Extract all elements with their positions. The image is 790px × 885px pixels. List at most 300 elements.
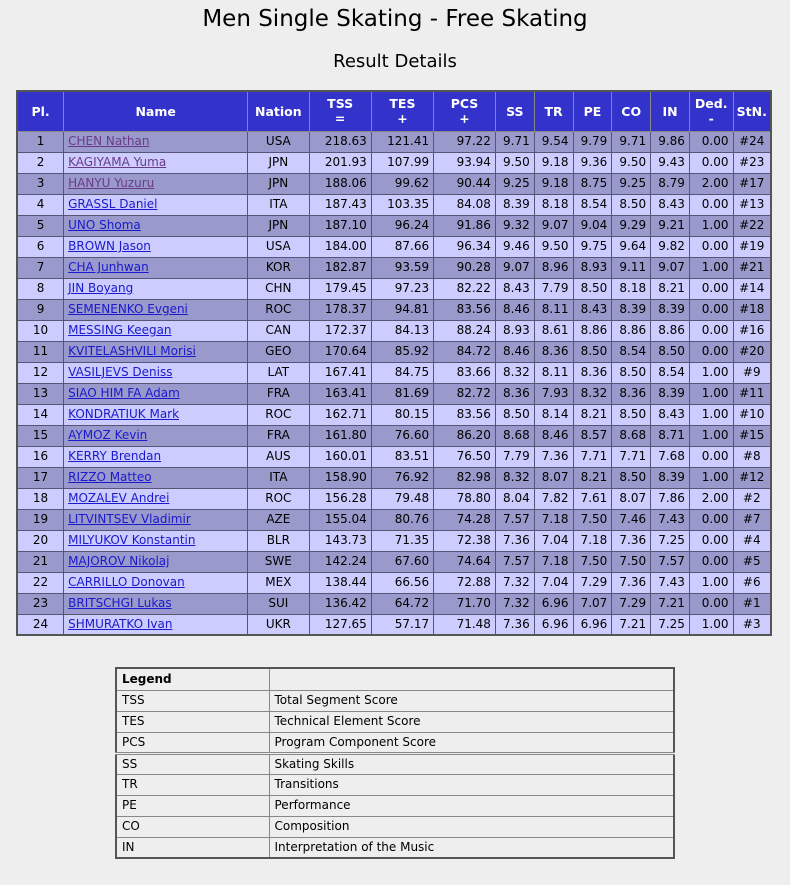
tss-cell: 156.28 [309, 488, 371, 509]
name-cell [64, 614, 248, 635]
ded-cell: 1.00 [689, 404, 733, 425]
pcs-cell: 90.28 [434, 257, 496, 278]
tss-cell: 162.71 [309, 404, 371, 425]
legend-abbr: PE [116, 795, 269, 816]
in-cell: 8.54 [651, 362, 690, 383]
place-cell: 22 [17, 572, 64, 593]
results-header-row [17, 91, 771, 131]
tes-cell: 85.92 [371, 341, 433, 362]
pe-cell: 7.61 [573, 488, 612, 509]
table-row [17, 152, 771, 173]
pe-cell: 9.75 [573, 236, 612, 257]
pcs-cell: 90.44 [434, 173, 496, 194]
ss-cell: 8.39 [495, 194, 534, 215]
pcs-cell: 91.86 [434, 215, 496, 236]
stn-cell: #11 [733, 383, 771, 404]
name-cell [64, 446, 248, 467]
place-cell: 21 [17, 551, 64, 572]
skater-link[interactable]: MESSING Keegan [68, 323, 172, 337]
table-row [17, 572, 771, 593]
tss-cell: 138.44 [309, 572, 371, 593]
tss-cell: 160.01 [309, 446, 371, 467]
co-cell: 9.11 [612, 257, 651, 278]
table-row [17, 509, 771, 530]
name-cell [64, 404, 248, 425]
ded-cell: 0.00 [689, 152, 733, 173]
ss-cell: 9.07 [495, 257, 534, 278]
skater-link[interactable]: MILYUKOV Konstantin [68, 533, 196, 547]
in-cell: 7.21 [651, 593, 690, 614]
ded-cell: 2.00 [689, 173, 733, 194]
nation-cell: UKR [248, 614, 309, 635]
table-row [17, 551, 771, 572]
pcs-cell: 84.72 [434, 341, 496, 362]
name-cell [64, 383, 248, 404]
in-cell: 7.43 [651, 572, 690, 593]
in-cell: 8.43 [651, 194, 690, 215]
tr-cell: 7.18 [534, 509, 573, 530]
page-subtitle: Result Details [333, 51, 457, 72]
tss-cell: 187.10 [309, 215, 371, 236]
ded-cell: 1.00 [689, 215, 733, 236]
co-cell: 8.39 [612, 299, 651, 320]
ss-cell: 8.43 [495, 278, 534, 299]
stn-cell: #15 [733, 425, 771, 446]
name-cell [64, 425, 248, 446]
place-cell: 10 [17, 320, 64, 341]
skater-link[interactable]: CHEN Nathan [68, 134, 150, 148]
stn-cell: #14 [733, 278, 771, 299]
co-cell: 8.50 [612, 194, 651, 215]
skater-link[interactable]: GRASSL Daniel [68, 197, 158, 211]
tr-cell: 6.96 [534, 593, 573, 614]
ss-cell: 8.50 [495, 404, 534, 425]
in-cell: 8.79 [651, 173, 690, 194]
tss-cell: 172.37 [309, 320, 371, 341]
tes-cell: 76.60 [371, 425, 433, 446]
ss-cell: 9.50 [495, 152, 534, 173]
skater-link[interactable]: BROWN Jason [68, 239, 151, 253]
pcs-cell: 74.64 [434, 551, 496, 572]
tr-cell: 8.18 [534, 194, 573, 215]
tr-cell: 8.61 [534, 320, 573, 341]
tss-cell: 182.87 [309, 257, 371, 278]
tes-cell: 83.51 [371, 446, 433, 467]
tss-cell: 170.64 [309, 341, 371, 362]
tes-cell: 71.35 [371, 530, 433, 551]
place-cell: 24 [17, 614, 64, 635]
skater-link[interactable]: SIAO HIM FA Adam [68, 386, 180, 400]
in-cell: 7.43 [651, 509, 690, 530]
tr-cell: 9.54 [534, 131, 573, 152]
in-cell: 8.39 [651, 467, 690, 488]
in-cell: 8.71 [651, 425, 690, 446]
pcs-cell: 82.98 [434, 467, 496, 488]
ss-cell: 7.36 [495, 530, 534, 551]
nation-cell: CHN [248, 278, 309, 299]
skater-link[interactable]: MAJOROV Nikolaj [68, 554, 170, 568]
co-cell: 7.36 [612, 530, 651, 551]
pcs-cell: 76.50 [434, 446, 496, 467]
name-cell [64, 215, 248, 236]
nation-cell: ITA [248, 194, 309, 215]
legend-abbr: TSS [116, 690, 269, 711]
name-cell [64, 173, 248, 194]
stn-cell: #22 [733, 215, 771, 236]
co-cell: 9.71 [612, 131, 651, 152]
table-row [17, 341, 771, 362]
nation-cell: KOR [248, 257, 309, 278]
ded-cell: 0.00 [689, 341, 733, 362]
ss-cell: 9.71 [495, 131, 534, 152]
pcs-cell: 97.22 [434, 131, 496, 152]
col-header-tss: TSS = [309, 91, 371, 131]
tr-cell: 8.36 [534, 341, 573, 362]
tes-cell: 76.92 [371, 467, 433, 488]
co-cell: 7.29 [612, 593, 651, 614]
name-cell [64, 131, 248, 152]
co-cell: 9.50 [612, 152, 651, 173]
legend-table [115, 667, 675, 859]
tes-cell: 57.17 [371, 614, 433, 635]
tes-cell: 84.75 [371, 362, 433, 383]
co-cell: 8.54 [612, 341, 651, 362]
in-cell: 8.39 [651, 299, 690, 320]
in-cell: 9.82 [651, 236, 690, 257]
col-header-name: Name [64, 91, 248, 131]
pe-cell: 7.50 [573, 551, 612, 572]
tes-cell: 80.76 [371, 509, 433, 530]
stn-cell: #8 [733, 446, 771, 467]
place-cell: 7 [17, 257, 64, 278]
co-cell: 7.21 [612, 614, 651, 635]
table-row [17, 320, 771, 341]
pcs-cell: 83.56 [434, 404, 496, 425]
pe-cell: 8.50 [573, 278, 612, 299]
stn-cell: #24 [733, 131, 771, 152]
table-row [17, 299, 771, 320]
tr-cell: 9.18 [534, 173, 573, 194]
ded-cell: 0.00 [689, 278, 733, 299]
skater-link[interactable]: MOZALEV Andrei [68, 491, 170, 505]
in-cell: 9.43 [651, 152, 690, 173]
legend-header-row [116, 668, 674, 690]
legend-row [116, 711, 674, 732]
tr-cell: 7.82 [534, 488, 573, 509]
name-cell [64, 572, 248, 593]
co-cell: 7.46 [612, 509, 651, 530]
co-cell: 7.71 [612, 446, 651, 467]
pcs-cell: 86.20 [434, 425, 496, 446]
name-cell [64, 299, 248, 320]
pe-cell: 6.96 [573, 614, 612, 635]
pcs-cell: 83.66 [434, 362, 496, 383]
co-cell: 8.50 [612, 362, 651, 383]
tss-cell: 161.80 [309, 425, 371, 446]
pcs-cell: 78.80 [434, 488, 496, 509]
nation-cell: MEX [248, 572, 309, 593]
skater-link[interactable]: AYMOZ Kevin [68, 428, 148, 442]
stn-cell: #10 [733, 404, 771, 425]
nation-cell: AZE [248, 509, 309, 530]
tes-cell: 67.60 [371, 551, 433, 572]
stn-cell: #18 [733, 299, 771, 320]
pcs-cell: 88.24 [434, 320, 496, 341]
stn-cell: #17 [733, 173, 771, 194]
pcs-cell: 93.94 [434, 152, 496, 173]
ded-cell: 0.00 [689, 446, 733, 467]
tr-cell: 8.14 [534, 404, 573, 425]
skater-link[interactable]: BRITSCHGI Lukas [68, 596, 172, 610]
ss-cell: 7.36 [495, 614, 534, 635]
legend-header-empty [269, 668, 674, 690]
in-cell: 9.21 [651, 215, 690, 236]
tss-cell: 163.41 [309, 383, 371, 404]
tss-cell: 184.00 [309, 236, 371, 257]
name-cell [64, 467, 248, 488]
ss-cell: 8.32 [495, 362, 534, 383]
skater-link[interactable]: CHA Junhwan [68, 260, 149, 274]
nation-cell: JPN [248, 215, 309, 236]
ss-cell: 8.93 [495, 320, 534, 341]
nation-cell: ROC [248, 488, 309, 509]
ded-cell: 0.00 [689, 131, 733, 152]
co-cell: 8.50 [612, 467, 651, 488]
co-cell: 8.86 [612, 320, 651, 341]
col-header-pe: PE [573, 91, 612, 131]
tes-cell: 107.99 [371, 152, 433, 173]
co-cell: 8.50 [612, 404, 651, 425]
results-table [16, 90, 772, 636]
pcs-cell: 72.88 [434, 572, 496, 593]
tss-cell: 142.24 [309, 551, 371, 572]
legend-abbr: TR [116, 774, 269, 795]
skater-link[interactable]: KONDRATIUK Mark [68, 407, 180, 421]
pe-cell: 8.86 [573, 320, 612, 341]
ss-cell: 8.32 [495, 467, 534, 488]
col-header-stn: StN. [733, 91, 771, 131]
pe-cell: 7.29 [573, 572, 612, 593]
table-row [17, 425, 771, 446]
pe-cell: 8.36 [573, 362, 612, 383]
pcs-cell: 82.72 [434, 383, 496, 404]
table-row [17, 530, 771, 551]
pe-cell: 9.79 [573, 131, 612, 152]
ss-cell: 8.68 [495, 425, 534, 446]
place-cell: 12 [17, 362, 64, 383]
skater-link[interactable]: JIN Boyang [68, 281, 134, 295]
name-cell [64, 509, 248, 530]
co-cell: 9.25 [612, 173, 651, 194]
tes-cell: 84.13 [371, 320, 433, 341]
pe-cell: 7.71 [573, 446, 612, 467]
tes-cell: 93.59 [371, 257, 433, 278]
in-cell: 7.86 [651, 488, 690, 509]
legend-desc: Transitions [269, 774, 674, 795]
ss-cell: 7.57 [495, 551, 534, 572]
table-row [17, 593, 771, 614]
table-row [17, 131, 771, 152]
place-cell: 20 [17, 530, 64, 551]
in-cell: 7.68 [651, 446, 690, 467]
pcs-cell: 82.22 [434, 278, 496, 299]
place-cell: 8 [17, 278, 64, 299]
tss-cell: 127.65 [309, 614, 371, 635]
pe-cell: 9.04 [573, 215, 612, 236]
nation-cell: FRA [248, 425, 309, 446]
col-header-tes: TES + [371, 91, 433, 131]
pcs-cell: 71.70 [434, 593, 496, 614]
stn-cell: #21 [733, 257, 771, 278]
ss-cell: 7.32 [495, 572, 534, 593]
in-cell: 8.39 [651, 383, 690, 404]
pe-cell: 7.07 [573, 593, 612, 614]
legend-desc: Performance [269, 795, 674, 816]
place-cell: 3 [17, 173, 64, 194]
nation-cell: FRA [248, 383, 309, 404]
nation-cell: LAT [248, 362, 309, 383]
ss-cell: 8.46 [495, 341, 534, 362]
ss-cell: 8.46 [495, 299, 534, 320]
tss-cell: 158.90 [309, 467, 371, 488]
col-header-co: CO [612, 91, 651, 131]
tes-cell: 99.62 [371, 173, 433, 194]
skater-link[interactable]: KAGIYAMA Yuma [68, 155, 167, 169]
table-row [17, 278, 771, 299]
legend-desc: Composition [269, 816, 674, 837]
tss-cell: 188.06 [309, 173, 371, 194]
pe-cell: 8.43 [573, 299, 612, 320]
legend-row [116, 816, 674, 837]
tr-cell: 7.04 [534, 530, 573, 551]
name-cell [64, 194, 248, 215]
stn-cell: #16 [733, 320, 771, 341]
tr-cell: 7.36 [534, 446, 573, 467]
skater-link[interactable]: KVITELASHVILI Morisi [68, 344, 196, 358]
tr-cell: 9.18 [534, 152, 573, 173]
co-cell: 9.29 [612, 215, 651, 236]
in-cell: 7.25 [651, 530, 690, 551]
place-cell: 15 [17, 425, 64, 446]
stn-cell: #23 [733, 152, 771, 173]
legend-desc: Technical Element Score [269, 711, 674, 732]
skater-link[interactable]: CARRILLO Donovan [68, 575, 185, 589]
co-cell: 8.18 [612, 278, 651, 299]
tr-cell: 8.11 [534, 362, 573, 383]
legend-row [116, 795, 674, 816]
nation-cell: JPN [248, 152, 309, 173]
co-cell: 9.64 [612, 236, 651, 257]
tes-cell: 66.56 [371, 572, 433, 593]
stn-cell: #3 [733, 614, 771, 635]
stn-cell: #5 [733, 551, 771, 572]
legend-abbr: CO [116, 816, 269, 837]
legend-row [116, 837, 674, 858]
table-row [17, 446, 771, 467]
pe-cell: 8.75 [573, 173, 612, 194]
skater-link[interactable]: LITVINTSEV Vladimir [68, 512, 191, 526]
table-row [17, 215, 771, 236]
tr-cell: 9.07 [534, 215, 573, 236]
name-cell [64, 257, 248, 278]
legend-row [116, 690, 674, 711]
skater-link[interactable]: SEMENENKO Evgeni [68, 302, 188, 316]
tr-cell: 8.46 [534, 425, 573, 446]
tr-cell: 8.07 [534, 467, 573, 488]
ded-cell: 0.00 [689, 236, 733, 257]
in-cell: 7.57 [651, 551, 690, 572]
ded-cell: 0.00 [689, 320, 733, 341]
pe-cell: 8.21 [573, 467, 612, 488]
name-cell [64, 488, 248, 509]
tes-cell: 97.23 [371, 278, 433, 299]
skater-link[interactable]: RIZZO Matteo [68, 470, 152, 484]
col-header-tr: TR [534, 91, 573, 131]
table-row [17, 614, 771, 635]
col-header-in: IN [651, 91, 690, 131]
tes-cell: 80.15 [371, 404, 433, 425]
stn-cell: #12 [733, 467, 771, 488]
pcs-cell: 84.08 [434, 194, 496, 215]
skater-link[interactable]: UNO Shoma [68, 218, 141, 232]
table-row [17, 173, 771, 194]
pe-cell: 7.50 [573, 509, 612, 530]
nation-cell: JPN [248, 173, 309, 194]
tr-cell: 7.93 [534, 383, 573, 404]
tr-cell: 8.96 [534, 257, 573, 278]
table-row [17, 383, 771, 404]
legend-row [116, 732, 674, 753]
stn-cell: #6 [733, 572, 771, 593]
place-cell: 1 [17, 131, 64, 152]
col-header-place: Pl. [17, 91, 64, 131]
nation-cell: ROC [248, 299, 309, 320]
stn-cell: #4 [733, 530, 771, 551]
skater-link[interactable]: VASILJEVS Deniss [68, 365, 173, 379]
skater-link[interactable]: KERRY Brendan [68, 449, 162, 463]
pcs-cell: 74.28 [434, 509, 496, 530]
nation-cell: BLR [248, 530, 309, 551]
table-row [17, 488, 771, 509]
name-cell [64, 551, 248, 572]
ss-cell: 8.04 [495, 488, 534, 509]
skater-link[interactable]: HANYU Yuzuru [68, 176, 155, 190]
pcs-cell: 71.48 [434, 614, 496, 635]
ss-cell: 9.46 [495, 236, 534, 257]
skater-link[interactable]: SHMURATKO Ivan [68, 616, 173, 631]
legend-abbr: PCS [116, 732, 269, 753]
legend-desc: Program Component Score [269, 732, 674, 753]
ss-cell: 7.32 [495, 593, 534, 614]
stn-cell: #13 [733, 194, 771, 215]
legend-row [116, 774, 674, 795]
in-cell: 8.21 [651, 278, 690, 299]
tes-cell: 79.48 [371, 488, 433, 509]
ss-cell: 9.25 [495, 173, 534, 194]
name-cell [64, 320, 248, 341]
tes-cell: 64.72 [371, 593, 433, 614]
co-cell: 8.68 [612, 425, 651, 446]
col-header-ded: Ded. - [689, 91, 733, 131]
co-cell: 8.36 [612, 383, 651, 404]
name-cell [64, 152, 248, 173]
ded-cell: 1.00 [689, 572, 733, 593]
pe-cell: 8.93 [573, 257, 612, 278]
place-cell: 13 [17, 383, 64, 404]
pe-cell: 7.18 [573, 530, 612, 551]
tss-cell: 167.41 [309, 362, 371, 383]
place-cell: 14 [17, 404, 64, 425]
